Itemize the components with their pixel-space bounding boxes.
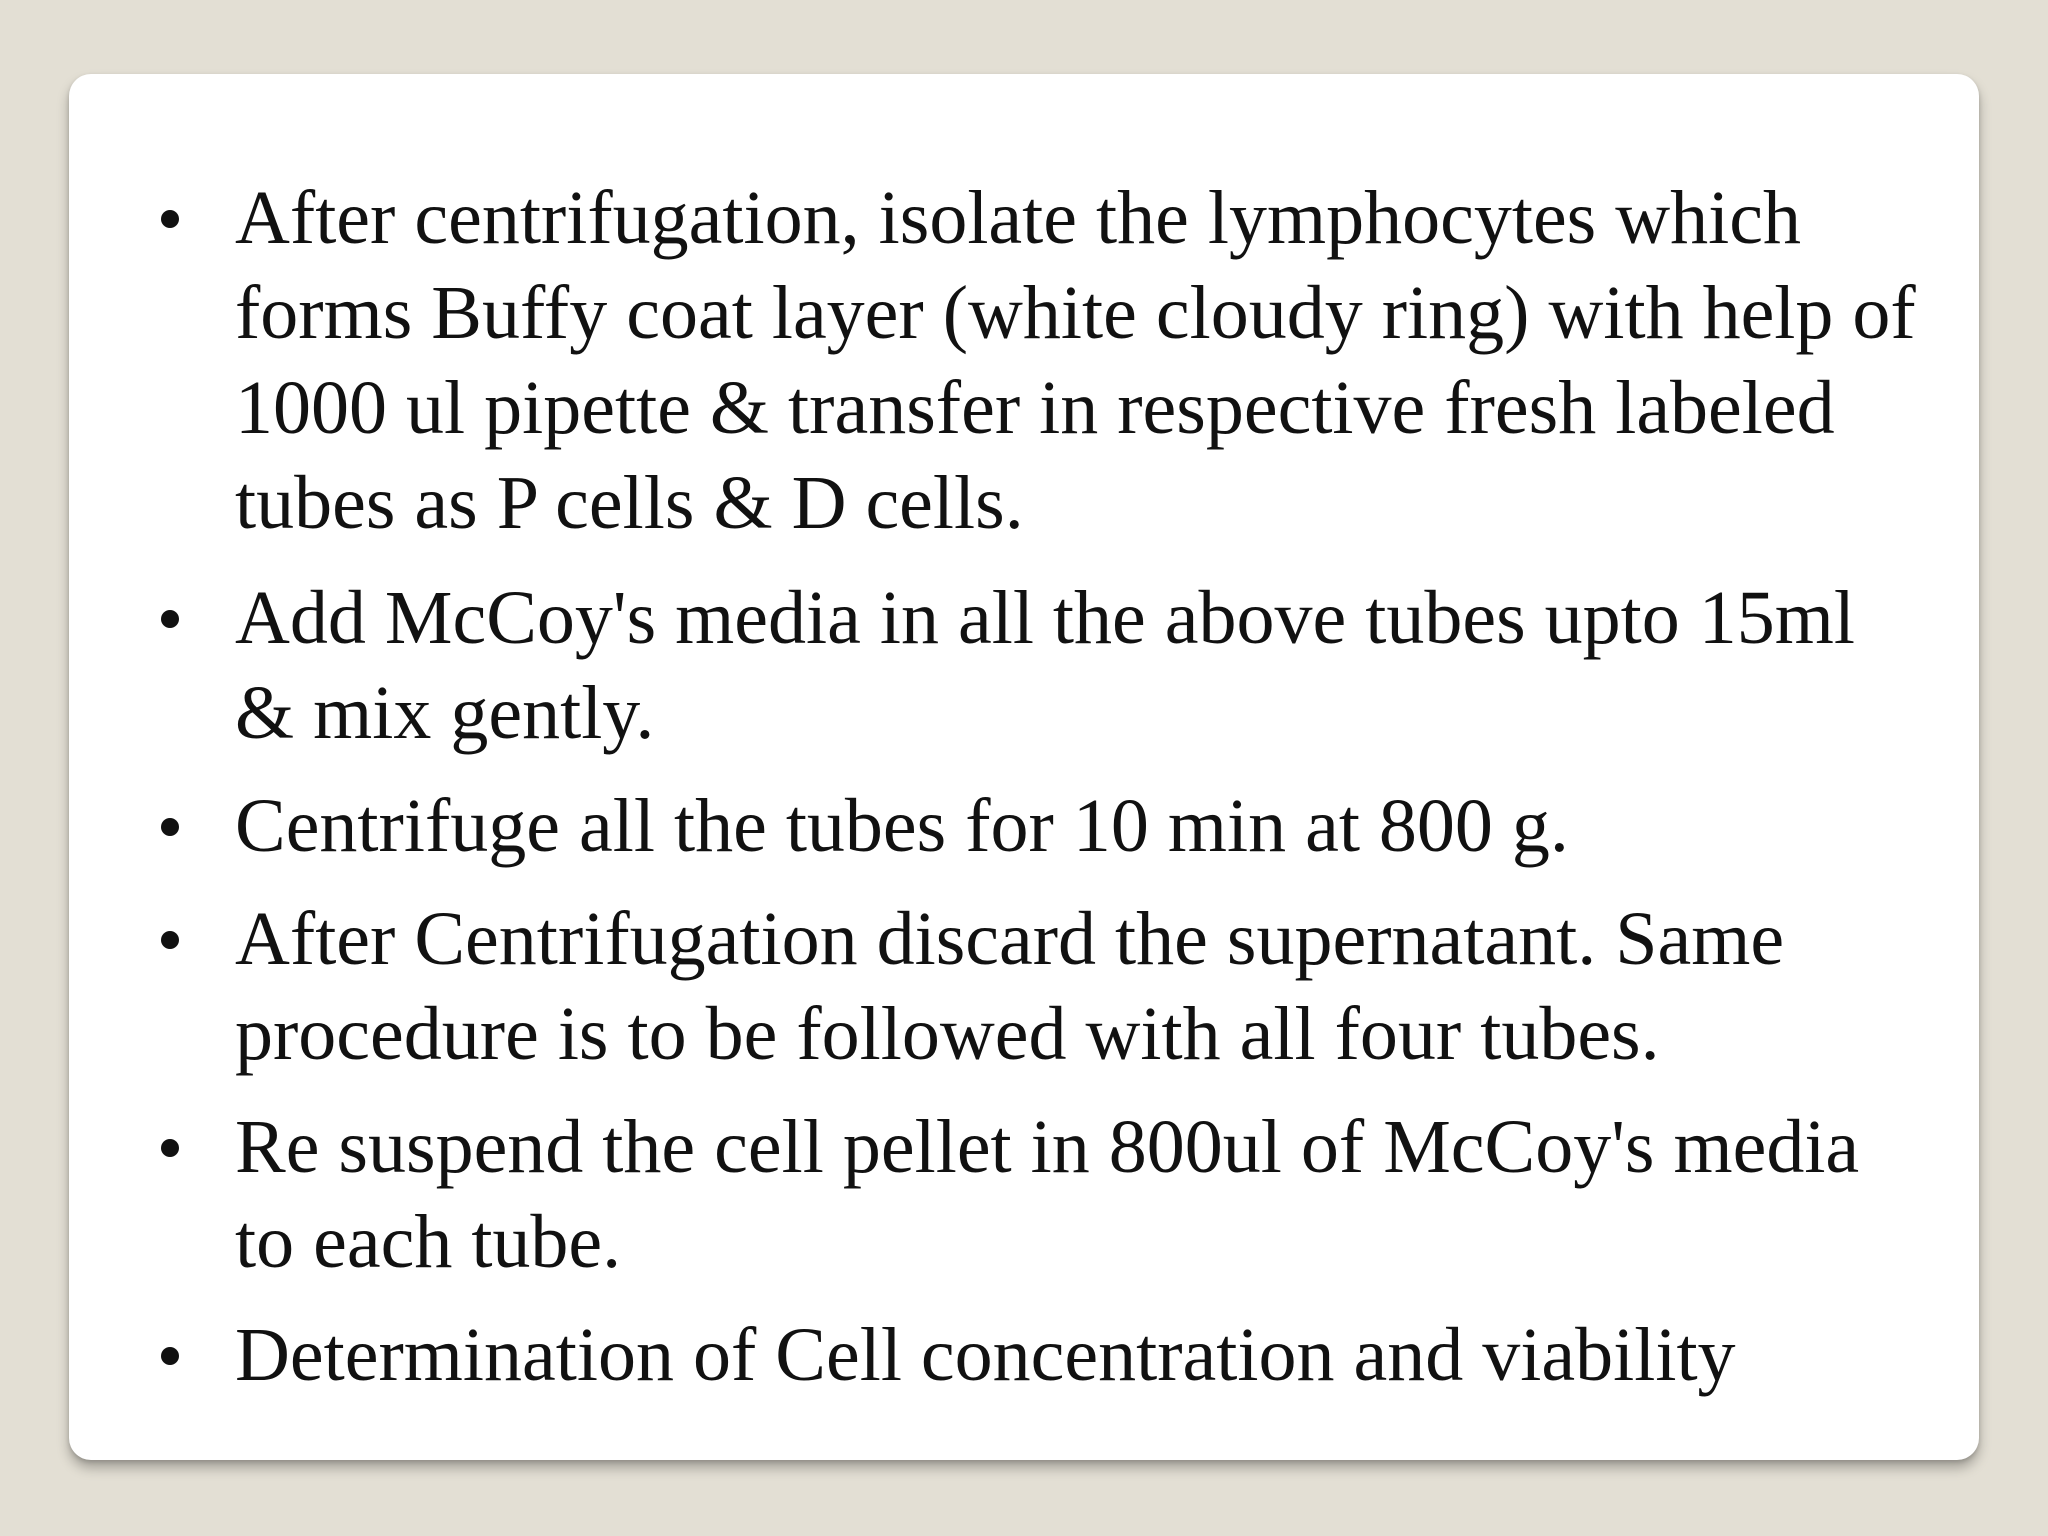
bullet-dot-icon	[161, 210, 179, 228]
bullet-dot-icon	[161, 1139, 179, 1157]
bullet-text: Centrifuge all the tubes for 10 min at 800 g.	[235, 784, 1569, 868]
bullet-text: After centrifugation, isolate the lymphocytes which forms Buffy coat layer (white cloudy ring) with help of 1000 ul pipette & transfer in respective fresh labeled tubes as P cells & D cells.	[235, 176, 1916, 545]
bullet-dot-icon	[161, 1347, 179, 1365]
bullet-text: Add McCoy's media in all the above tubes upto 15ml & mix gently.	[235, 576, 1856, 755]
content-card	[69, 74, 1979, 1460]
bullet-text: Re suspend the cell pellet in 800ul of McCoy's media to each tube.	[235, 1105, 1860, 1284]
bullet-dot-icon	[161, 818, 179, 836]
bullet-dot-icon	[161, 610, 179, 628]
bullet-text: After Centrifugation discard the supernatant. Same procedure is to be followed with all four tubes.	[235, 897, 1785, 1076]
bullet-dot-icon	[161, 931, 179, 949]
bullet-text: Determination of Cell concentration and viability	[235, 1313, 1736, 1397]
